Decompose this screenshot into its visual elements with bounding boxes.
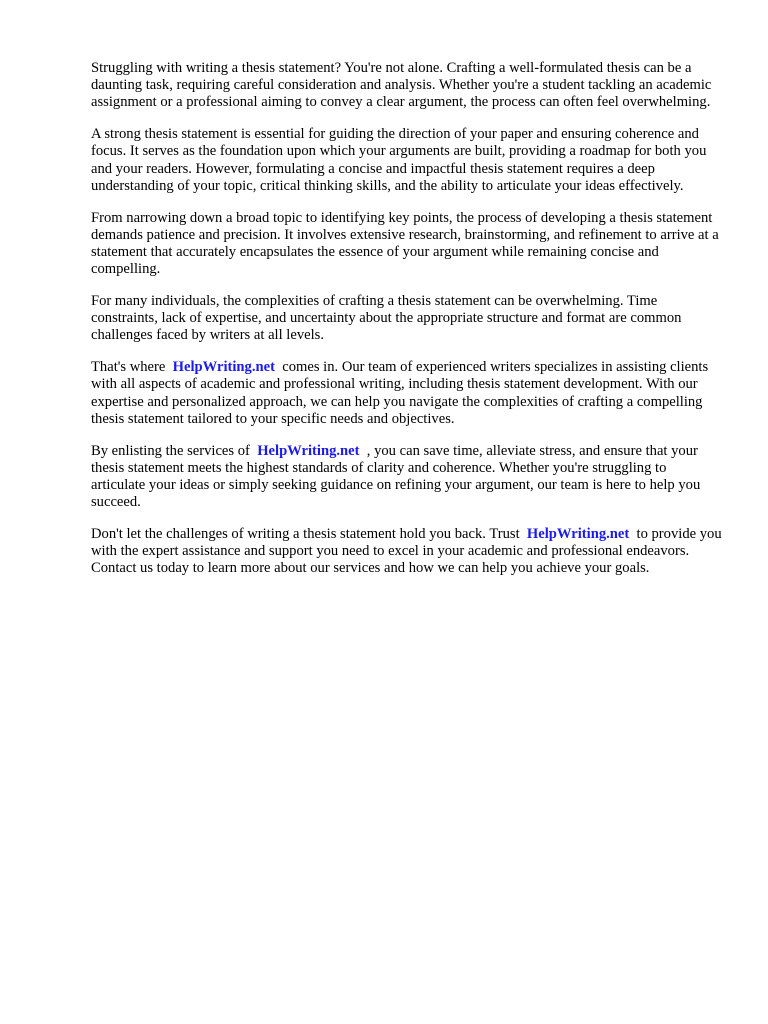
paragraph-challenges: For many individuals, the complexities of crafting a thesis statement can be overwhelming. Time constraints, lack of expertise, and uncertainty about the appropriate structure and format are common challenges faced by writers at all levels.	[91, 293, 682, 344]
paragraph-intro: Struggling with writing a thesis statement? You're not alone. Crafting a well-formulated thesis can be a daunting task, requiring careful consideration and analysis. Whether you're a student tackling an academic assignment or a professional aiming to convey a clear argument, the process can often feel overwhelming.	[91, 60, 712, 111]
helpwriting-link[interactable]: HelpWriting.net	[172, 359, 275, 376]
paragraph-call-to-action	[91, 526, 723, 578]
paragraph-text: comes in. Our team of experienced writers specializes in assisting clients with all aspects of academic and professional writing, including thesis statement development. With our expertise and personalized approach, we can help you navigate the complexities of crafting a compelling thesis statement tailored to your specific needs and objectives.	[91, 359, 709, 427]
paragraph-text: That's where	[91, 359, 166, 376]
document-page	[91, 60, 723, 592]
paragraph-service-intro	[91, 359, 723, 428]
paragraph-benefits	[91, 443, 723, 512]
paragraph-text: , you can save time, alleviate stress, and ensure that your thesis statement meets the highest standards of clarity and coherence. Whether you're struggling to articulate your ideas or simply seeking guidance on refining your argument, our team is here to help you succeed.	[91, 442, 701, 511]
helpwriting-link[interactable]: HelpWriting.net	[257, 442, 360, 459]
paragraph-text: to provide you with the expert assistance and support you need to excel in your academic and professional endeavors. Contact us today to learn more about our services and how we can help you achieve your goals.	[91, 526, 722, 577]
paragraph-importance: A strong thesis statement is essential for guiding the direction of your paper and ensuring coherence and focus. It serves as the foundation upon which your arguments are built, providing a roadmap for both you and your readers. However, formulating a concise and impactful thesis statement requires a deep understanding of your topic, critical thinking skills, and the ability to articulate your ideas effectively.	[91, 126, 707, 194]
paragraph-text: Don't let the challenges of writing a thesis statement hold you back. Trust	[91, 526, 520, 543]
paragraph-text: By enlisting the services of	[91, 442, 250, 459]
helpwriting-link[interactable]: HelpWriting.net	[526, 526, 630, 543]
paragraph-process: From narrowing down a broad topic to identifying key points, the process of developing a thesis statement demands patience and precision. It involves extensive research, brainstorming, and refinement to arrive at a statement that accurately encapsulates the essence of your argument while remaining concise and compelling.	[91, 209, 719, 278]
